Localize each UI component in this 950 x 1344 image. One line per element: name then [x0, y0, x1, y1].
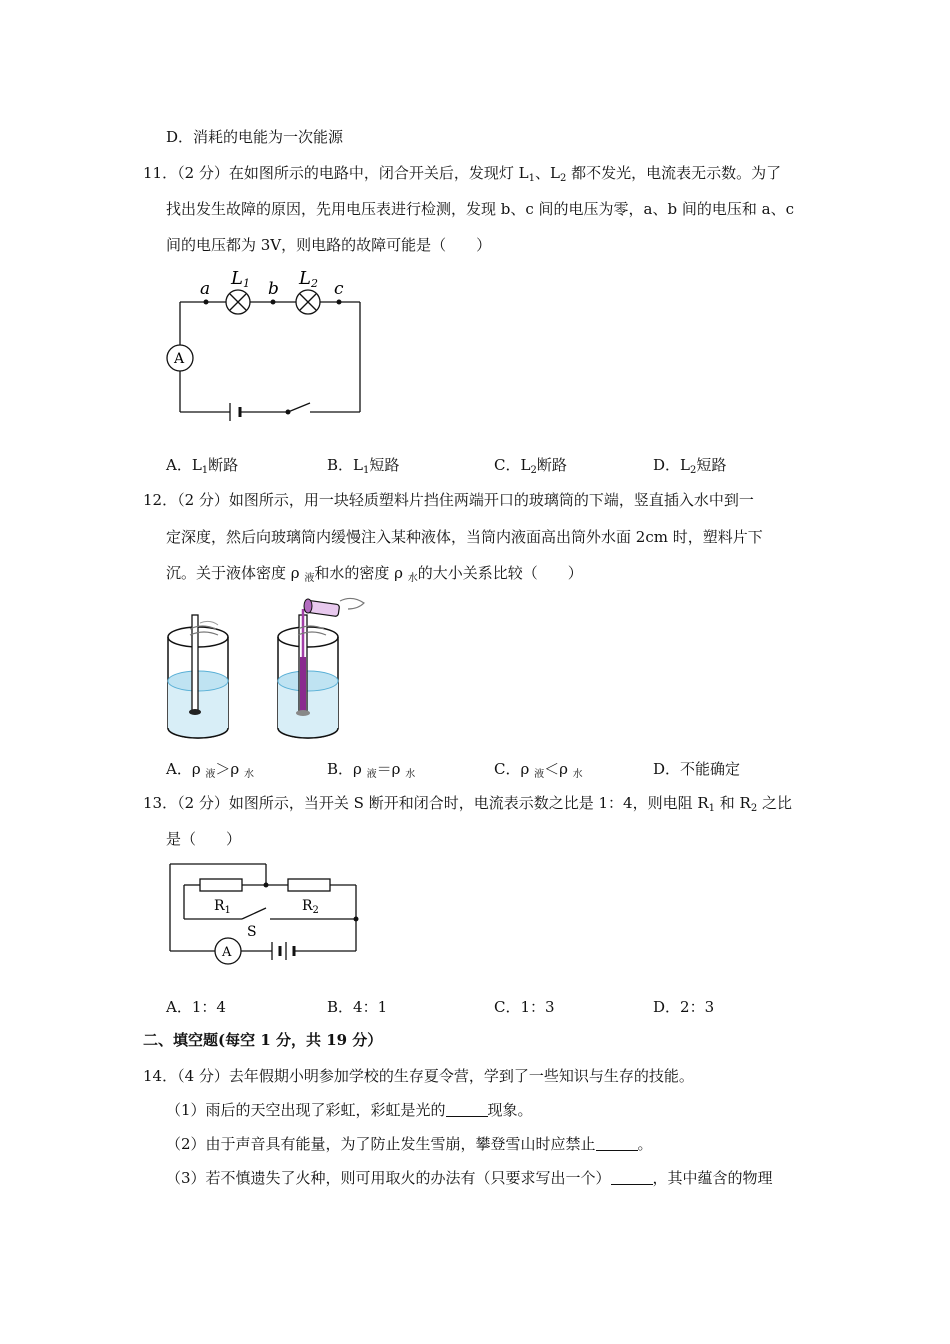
q12-option-a: A．ρ $_液$＞ρ $_水$	[166, 760, 255, 780]
q12-cylinder-diagrams	[160, 595, 380, 745]
q12-option-b: B．ρ $_液$＝ρ $_水$	[327, 760, 416, 780]
q11-ammeter-label: A	[174, 351, 185, 367]
q11-option-a: A．$L_1$断路	[166, 456, 239, 476]
q11-stem-line2: 找出发生故障的原因，先用电压表进行检测，发现 b、c 间的电压为零，a、b 间的电压和 a、c	[166, 200, 794, 218]
q11-stem-line1: 11．（2 分）在如图所示的电路中，闭合开关后，发现灯 $L_1$、$L_2$ 都不发光，电流表无示数。为了	[143, 164, 782, 184]
q14-blank2[interactable]	[596, 1136, 638, 1151]
q13-stem-line2: 是（ ）	[166, 830, 242, 848]
q14-stem: 14．（4 分）去年假期小明参加学校的生存夏令营，学到了一些知识与生存的技能。	[143, 1067, 694, 1085]
q12-stem-line3: 沉。关于液体密度 ρ $_液$和水的密度 ρ $_水$的大小关系比较（ ）	[166, 564, 583, 584]
q11-option-c: C．$L_2$断路	[494, 456, 567, 476]
q13-label-s: S	[247, 924, 257, 940]
q11-label-a: a	[200, 279, 211, 299]
q11-label-l2: L2	[299, 268, 318, 290]
q12-stem-line1: 12．（2 分）如图所示，用一块轻质塑料片挡住两端开口的玻璃筒的下端，竖直插入水中到一	[143, 491, 754, 509]
q12-beaker-right	[278, 598, 364, 738]
q14-part3: （3）若不慎遗失了火种，则可用取火的办法有（只要求写出一个） ，其中蕴含的物理	[166, 1169, 773, 1187]
q11-label-l1: L1	[231, 268, 250, 290]
q13-label-r2: $R_2$	[302, 898, 319, 916]
q11-label-b: b	[268, 279, 279, 299]
q14-blank3[interactable]	[611, 1170, 653, 1185]
q13-option-b: B．4：1	[327, 998, 388, 1016]
q13-circuit-diagram	[160, 858, 370, 973]
q13-option-a: A．1：4	[166, 998, 226, 1016]
q12-option-d: D．不能确定	[653, 760, 741, 778]
q12-stem-line2: 定深度，然后向玻璃筒内缓慢注入某种液体，当筒内液面高出筒外水面 2cm 时，塑料片下	[166, 528, 763, 546]
q13-label-r1: $R_1$	[214, 898, 231, 916]
section-title-fill-in: 二、填空题(每空 1 分，共 19 分）	[143, 1031, 383, 1049]
q14-part1: （1）雨后的天空出现了彩虹，彩虹是光的 现象。	[166, 1101, 533, 1119]
q14-part2: （2）由于声音具有能量，为了防止发生雪崩，攀登雪山时应禁止 。	[166, 1135, 653, 1153]
q11-stem-line3: 间的电压都为 3V，则电路的故障可能是（ ）	[166, 236, 492, 254]
q13-option-d: D．2：3	[653, 998, 715, 1016]
q12-beaker-left	[168, 615, 228, 738]
q13-ammeter-label: A	[222, 945, 232, 960]
q13-stem-line1: 13．（2 分）如图所示，当开关 S 断开和闭合时，电流表示数之比是 1：4，则电阻 $R_1$ 和 $R_2$ 之比	[143, 794, 793, 814]
q11-label-c: c	[334, 279, 344, 299]
q11-option-b: B．$L_1$短路	[327, 456, 400, 476]
q12-option-c: C．ρ $_液$＜ρ $_水$	[494, 760, 583, 780]
q13-option-c: C．1：3	[494, 998, 555, 1016]
q14-blank1[interactable]	[446, 1102, 488, 1117]
q11-option-d: D．$L_2$短路	[653, 456, 727, 476]
q10-option-d: D．消耗的电能为一次能源	[166, 128, 344, 146]
q11-circuit-diagram	[160, 262, 375, 422]
